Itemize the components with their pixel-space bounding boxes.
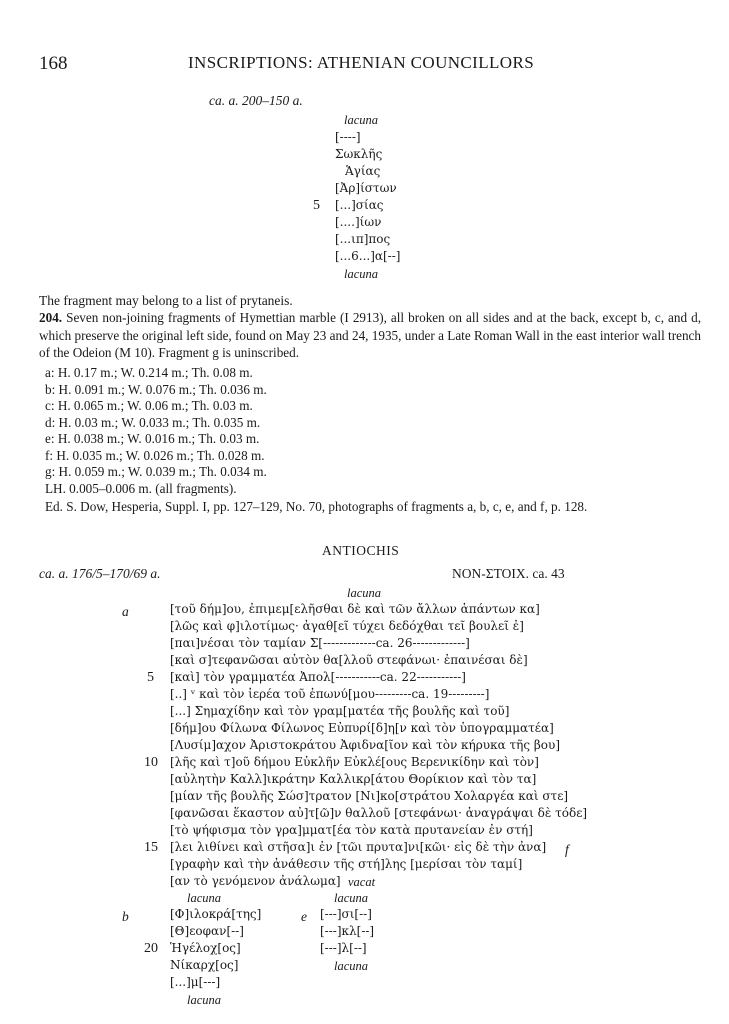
entry-number: 204. [39,310,63,325]
line-number: 5 [147,670,154,685]
inscription-line: [...6...]α[--] [335,249,401,263]
greek-line: Ἡγέλοχ[ος] [170,941,241,955]
lacuna-a: lacuna [187,891,222,905]
letter-height: LH. 0.005–0.006 m. (all fragments). [45,480,237,496]
greek-line: [Θ]εοφαν[--] [170,924,244,938]
lacuna-f: lacuna [334,891,369,905]
greek-line: Νίκαρχ[ος] [170,958,239,972]
greek-line: [καὶ σ]τεφανῶσαι αὐτὸν θα[λλοῦ στεφάνωι· ἐπαινέσαι δὲ] [170,653,528,667]
greek-line: [φανῶσαι ἕκαστον αὐ]τ[ῶ]ν θαλλοῦ [στεφάνωι· ἀναγράψαι δὲ τόδε] [170,806,588,820]
inscription-line: [----] [335,130,361,144]
line-number: 15 [144,840,158,855]
lacuna-top: lacuna [347,586,382,600]
greek-line: [αὐλητὴν Καλλ]ικράτην Καλλικρ[άτου Θορίκιον καὶ τὸν τα] [170,772,537,786]
measurement-row: a: H. 0.17 m.; W. 0.214 m.; Th. 0.08 m. [45,365,253,380]
measurements-list [45,366,267,498]
greek-line: [λει λιθίνει καὶ στῆσα]ι ἐν [τῶι πρυτα]νι[κῶι· εἰς δὲ τὴν ἀνα] [170,840,547,854]
greek-line: [δήμ]ου Φίλωνα Φίλωνος Εὐπυρί[δ]η[ν καὶ τὸν ὑπογραμματέα] [170,721,554,735]
inscription-line: [...]σίας [335,198,384,212]
measurement-row: b: H. 0.091 m.; W. 0.076 m.; Th. 0.036 m. [45,381,267,397]
greek-line: [...]μ[---] [170,975,221,989]
entry-description [39,309,701,362]
greek-line: [...] Σημαχίδην καὶ τὸν γραμ[ματέα τῆς βουλῆς καὶ τοῦ] [170,704,510,718]
greek-line: [..] ᵛ καὶ τὸν ἱερέα τοῦ ἐπωνύ[μου---------ca. 19---------] [170,687,490,701]
greek-line: [τοῦ δήμ]ου, ἐπιμεμ[ελῆσθαι δὲ καὶ τῶν ἄλλων ἁπάντων κα] [170,602,540,616]
section-heading: ANTIOCHIS [322,543,400,558]
fragment-f-label: f [565,842,569,857]
greek-line: [αν τὸ γενόμενον ἀνάλωμα] [170,874,341,888]
greek-line: [λῆς καὶ τ]οῦ δήμου Εὐκλῆν Εὐκλέ[ους Βερενικίδην καὶ τὸν] [170,755,539,769]
greek-line: [τὸ ψήφισμα τὸν γρα]μματ[έα τὸν κατὰ πρυτανείαν ἐν στή] [170,823,533,837]
entry-description-text: Seven non-joining fragments of Hymettian marble (I 2913), all broken on all sides and at the back, except b, c, and d, which preserve the original left side, found on May 23 and 24, 1935, under a Late Roman Wall in the east interior wall trench of the Odeion (M 10). Fragment g is uninscribed. [39,310,701,360]
lacuna-top: lacuna [344,113,379,127]
greek-line: [μίαν τῆς βουλῆς Σώσ]τρατον [Νι]κο[στράτου Χολαργέα καὶ στε] [170,789,569,803]
edition-note: Ed. S. Dow, Hesperia, Suppl. I, pp. 127–129, No. 70, photographs of fragments a, b, c, e, and f, p. 128. [45,499,588,514]
inscription-line: [Ἀρ]ίστων [335,181,397,195]
inscription-line: Ἁγίας [345,164,381,178]
fragment-note: The fragment may belong to a list of prytaneis. [39,293,293,308]
greek-line: [---]κλ[--] [320,924,375,938]
inscription-line: Σωκλῆς [335,147,383,161]
greek-line: [γραφὴν καὶ τὴν ἀνάθεσιν τῆς στή]λης [μερίσαι τὸν ταμί] [170,857,523,871]
fragment-a-label: a [122,604,129,619]
lacuna-bottom: lacuna [344,267,379,281]
measurement-row: g: H. 0.059 m.; W. 0.039 m.; Th. 0.034 m. [45,464,267,479]
line-number: 10 [144,755,158,770]
measurement-row: d: H. 0.03 m.; W. 0.033 m.; Th. 0.035 m. [45,414,261,430]
running-title: INSCRIPTIONS: ATHENIAN COUNCILLORS [188,53,535,72]
greek-line: [καὶ] τὸν γραμματέα Ἀπολ[-----------ca. 22-----------] [170,670,466,684]
fragment-e-label: e [301,909,307,924]
greek-line: [παι]νέσαι τὸν ταμίαν Σ[-------------ca. 26-------------] [170,636,470,650]
greek-line: [Λυσίμ]αχον Ἀριστοκράτου Ἀφιδνα[ῖον καὶ τὸν κήρυκα τῆς βου] [170,738,561,752]
fragment-b-label: b [122,909,129,924]
antiochis-date: ca. a. 176/5–170/69 a. [39,566,161,581]
greek-line: [Φ]ιλοκρά[της] [170,907,262,921]
measurement-row: f: H. 0.035 m.; W. 0.026 m.; Th. 0.028 m. [45,447,265,463]
measurement-row: e: H. 0.038 m.; W. 0.016 m.; Th. 0.03 m. [45,431,260,446]
greek-line: [---]σι[--] [320,907,372,921]
inscription-date: ca. a. 200–150 a. [209,93,303,108]
inscription-line: [....]ίων [335,215,382,229]
line-number: 20 [144,941,158,956]
lacuna-b: lacuna [187,993,222,1007]
greek-line: [λῶς καὶ φ]ιλοτίμως· ἀγαθ[εῖ τύχει δεδόχθαι τεῖ βουλεῖ ἐ] [170,619,524,633]
greek-line: [---]λ[--] [320,941,367,955]
antiochis-style: NON-ΣΤΟΙΧ. ca. 43 [452,566,565,581]
measurement-row: c: H. 0.065 m.; W. 0.06 m.; Th. 0.03 m. [45,398,253,413]
line-number: 5 [313,198,320,213]
page-number: 168 [39,53,68,74]
inscription-line: [...ιπ]πος [335,232,391,246]
lacuna-e: lacuna [334,959,369,973]
vacat-marker: vacat [348,875,376,889]
